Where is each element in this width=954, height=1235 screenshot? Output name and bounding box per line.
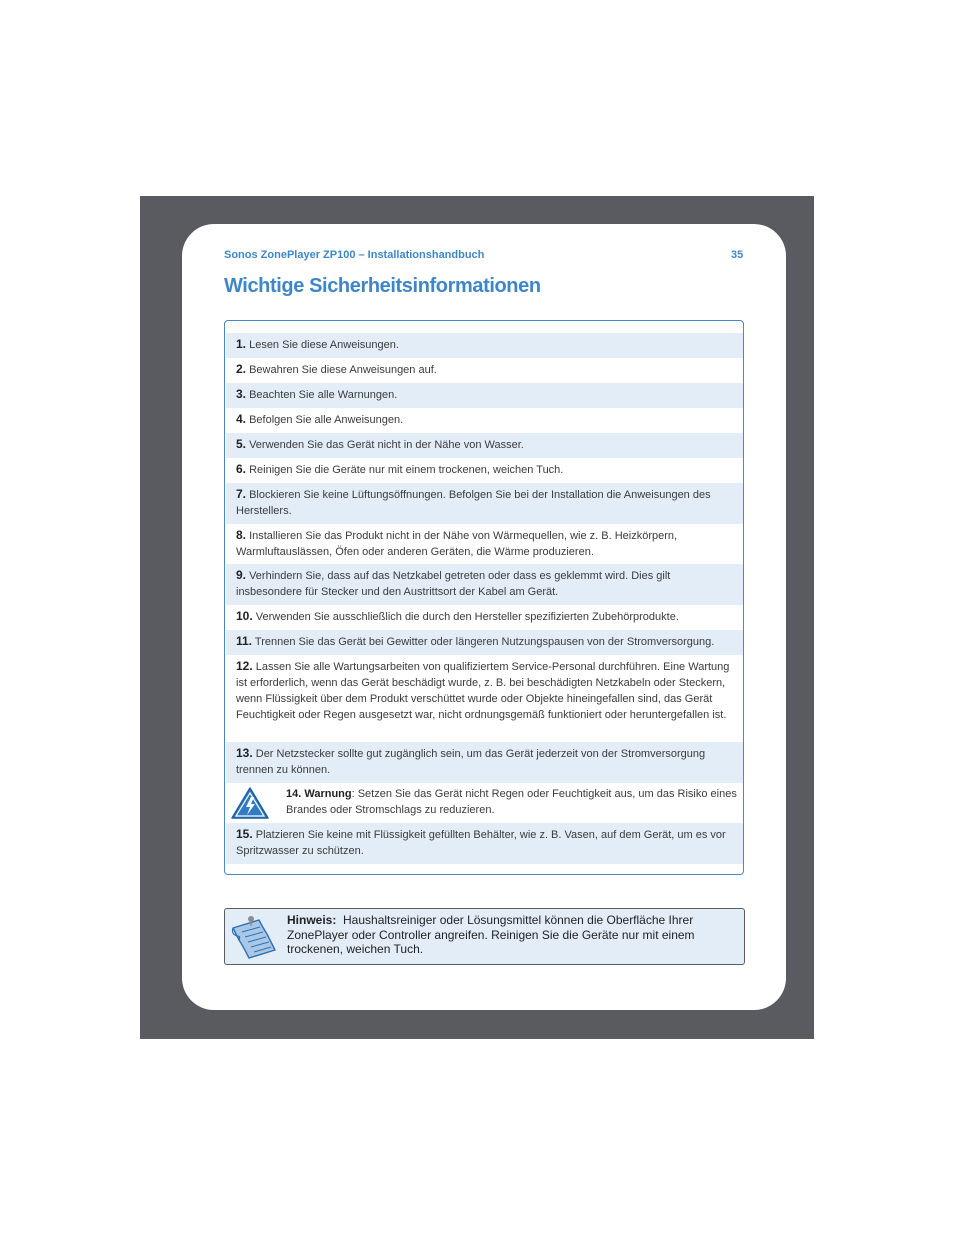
item-text: Lassen Sie alle Wartungsarbeiten von qualifiziertem Service-Personal durchführen. Eine Wartung ist erforderlich, wenn das Gerät beschädigt wurde, z. B. bei beschädigten Netzkabeln oder Steckern, wenn Flüssigkeit über dem Produkt verschüttet wurde oder Objekte hineingefallen sind, das Gerät Feuchtigkeit oder Regen ausgesetzt war, nicht ordnungsgemäß funktioniert oder heruntergefallen ist. [236, 661, 730, 721]
warning-label: Warnung [304, 788, 352, 800]
item-number: 5. [236, 437, 247, 451]
note-label: Hinweis: [287, 913, 337, 927]
item-text: Bewahren Sie diese Anweisungen auf. [249, 364, 437, 376]
safety-instructions-box [224, 320, 744, 875]
note-box [224, 908, 745, 965]
note-text: Haushaltsreiniger oder Lösungsmittel können die Oberfläche Ihrer ZonePlayer oder Controller angreifen. Reinigen Sie die Geräte nur mit einem trockenen, weichen Tuch. [287, 913, 695, 956]
item-text: Installieren Sie das Produkt nicht in der Nähe von Wärmequellen, wie z. B. Heizkörpern, Warmluftauslässen, Öfen oder anderen Geräten, die Wärme produzieren. [236, 530, 678, 558]
page-number: 35 [731, 249, 744, 261]
item-number: 14. [286, 788, 302, 800]
item-number: 4. [236, 412, 247, 426]
item-text: Verwenden Sie ausschließlich die durch den Hersteller spezifizierten Zubehörprodukte. [255, 611, 679, 623]
list-item [226, 605, 743, 630]
item-text: : Setzen Sie das Gerät nicht Regen oder Feuchtigkeit aus, um das Risiko eines Brandes oder Stromschlags zu reduzieren. [286, 788, 737, 816]
item-number: 8. [236, 528, 247, 542]
item-number: 10. [236, 609, 253, 623]
list-item [226, 483, 743, 524]
list-item [226, 630, 743, 655]
list-item [226, 333, 743, 358]
item-text: Platzieren Sie keine mit Flüssigkeit gefüllten Behälter, wie z. B. Vasen, auf dem Gerät, um es vor Spritzwasser zu schützen. [236, 829, 726, 857]
list-item [226, 383, 743, 408]
list-item [226, 433, 743, 458]
page-title: Wichtige Sicherheitsinformationen [224, 275, 541, 297]
item-number: 11. [236, 634, 253, 648]
item-number: 1. [236, 337, 247, 351]
item-text: Reinigen Sie die Geräte nur mit einem trockenen, weichen Tuch. [249, 464, 564, 476]
item-text: Blockieren Sie keine Lüftungsöffnungen. Befolgen Sie bei der Installation die Anweisungen des Herstellers. [236, 489, 711, 517]
item-number: 3. [236, 387, 247, 401]
electric-hazard-icon [230, 786, 270, 820]
item-number: 13. [236, 746, 253, 760]
list-item [226, 358, 743, 383]
running-title: Sonos ZonePlayer ZP100 – Installationshandbuch [224, 249, 485, 261]
item-text: Beachten Sie alle Warnungen. [249, 389, 398, 401]
warning-item [226, 783, 743, 823]
list-item [226, 823, 743, 864]
list-item [226, 742, 743, 783]
item-text: Verwenden Sie das Gerät nicht in der Nähe von Wasser. [249, 439, 524, 451]
item-text: Der Netzstecker sollte gut zugänglich sein, um das Gerät jederzeit von der Stromversorgung trennen zu können. [236, 748, 706, 776]
item-text: Lesen Sie diese Anweisungen. [249, 339, 399, 351]
item-number: 7. [236, 487, 247, 501]
item-number: 2. [236, 362, 247, 376]
list-item [226, 408, 743, 433]
item-text: Befolgen Sie alle Anweisungen. [249, 414, 404, 426]
note-paper-icon [229, 914, 279, 960]
item-text: Verhindern Sie, dass auf das Netzkabel getreten oder dass es geklemmt wird. Dies gilt insbesondere für Stecker und den Austrittsort der Kabel am Gerät. [236, 570, 671, 598]
list-item [226, 524, 743, 564]
item-number: 6. [236, 462, 247, 476]
item-number: 12. [236, 659, 253, 673]
item-number: 15. [236, 827, 253, 841]
list-item [226, 458, 743, 483]
item-number: 9. [236, 568, 247, 582]
list-item [226, 655, 743, 742]
item-text: Trennen Sie das Gerät bei Gewitter oder längeren Nutzungspausen von der Stromversorgung. [254, 636, 715, 648]
list-item [226, 564, 743, 605]
